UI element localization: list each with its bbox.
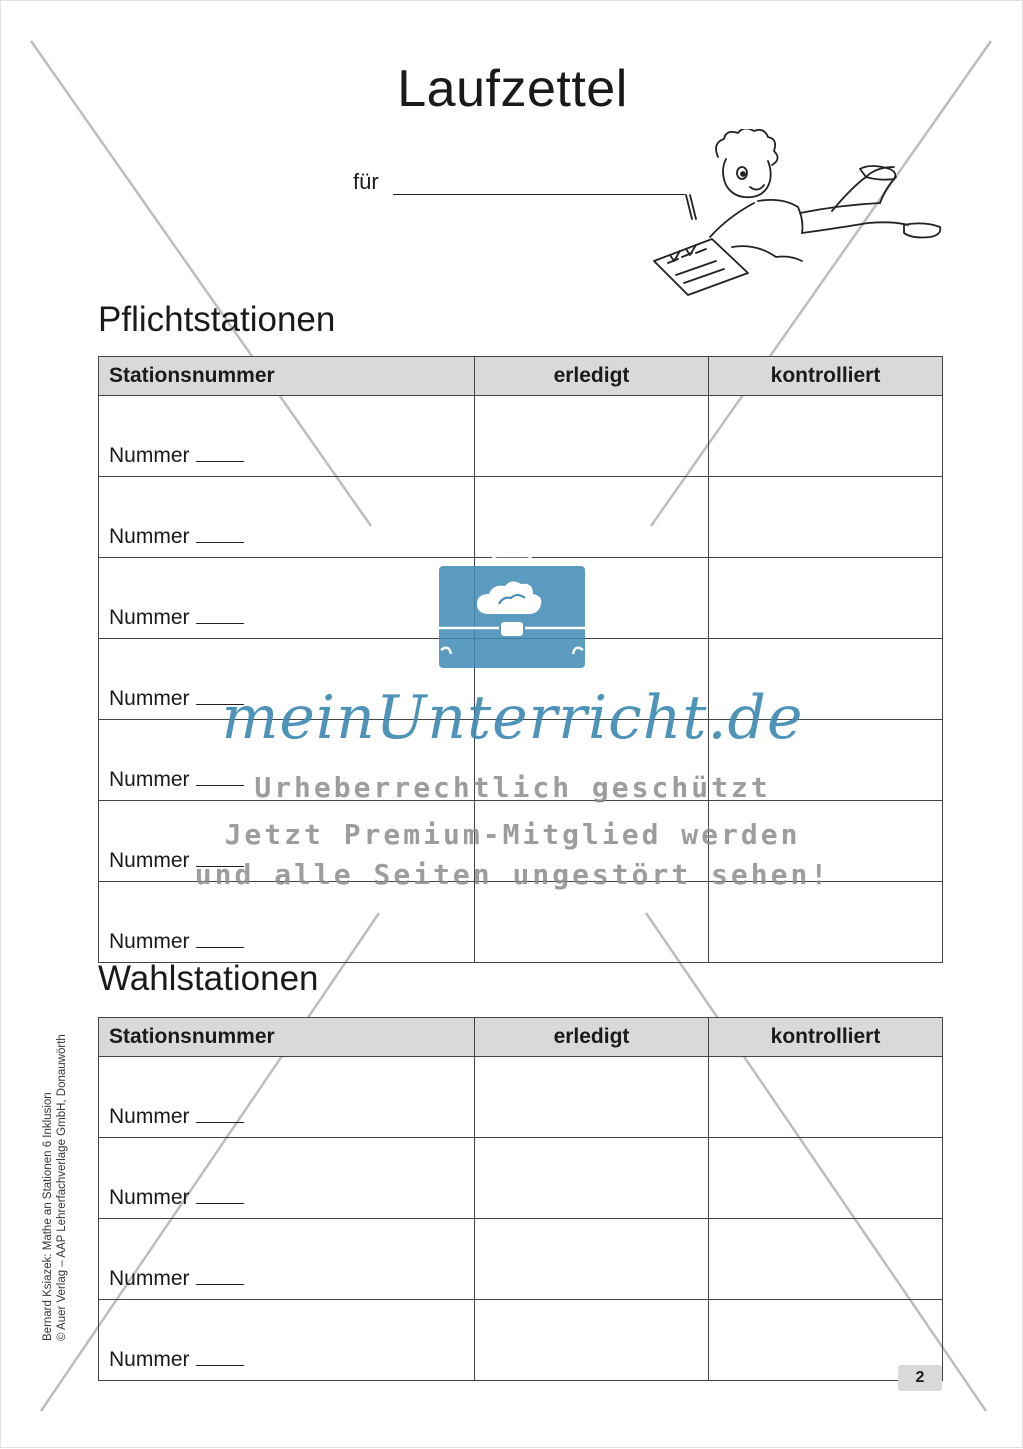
done-cell[interactable] bbox=[475, 639, 709, 720]
optional-heading: Wahlstationen bbox=[98, 959, 319, 998]
name-blank-line[interactable] bbox=[393, 176, 685, 195]
checked-cell[interactable] bbox=[709, 396, 943, 477]
col-checked: kontrolliert bbox=[709, 1018, 943, 1057]
done-cell[interactable] bbox=[475, 801, 709, 882]
station-label: Nummer bbox=[109, 1348, 190, 1371]
done-cell[interactable] bbox=[475, 396, 709, 477]
col-done: erledigt bbox=[475, 1018, 709, 1057]
number-blank[interactable] bbox=[196, 771, 244, 786]
station-label: Nummer bbox=[109, 525, 190, 548]
station-label: Nummer bbox=[109, 687, 190, 710]
table-row bbox=[99, 396, 943, 477]
checked-cell[interactable] bbox=[709, 558, 943, 639]
station-number-cell[interactable] bbox=[99, 1138, 475, 1219]
col-done: erledigt bbox=[475, 357, 709, 396]
number-blank[interactable] bbox=[196, 447, 244, 462]
station-number-cell[interactable] bbox=[99, 720, 475, 801]
table-row bbox=[99, 720, 943, 801]
side-credit-line-2: © Auer Verlag – AAP Lehrerfachverlage GmbH, Donauwörth bbox=[56, 1034, 68, 1341]
side-credit-line-1: Bernard Ksiazek: Mathe an Stationen 6 Inklusion bbox=[42, 1092, 54, 1341]
table-row bbox=[99, 1300, 943, 1381]
station-label: Nummer bbox=[109, 1105, 190, 1128]
number-blank[interactable] bbox=[196, 933, 244, 948]
done-cell[interactable] bbox=[475, 882, 709, 963]
station-label: Nummer bbox=[109, 606, 190, 629]
checked-cell[interactable] bbox=[709, 639, 943, 720]
page-number: 2 bbox=[898, 1365, 942, 1391]
done-cell[interactable] bbox=[475, 1057, 709, 1138]
station-label: Nummer bbox=[109, 444, 190, 467]
station-number-cell[interactable] bbox=[99, 1057, 475, 1138]
checked-cell[interactable] bbox=[709, 801, 943, 882]
station-number-cell[interactable] bbox=[99, 1300, 475, 1381]
station-number-cell[interactable] bbox=[99, 558, 475, 639]
number-blank[interactable] bbox=[196, 1270, 244, 1285]
checked-cell[interactable] bbox=[709, 882, 943, 963]
table-header-row bbox=[99, 357, 943, 396]
done-cell[interactable] bbox=[475, 477, 709, 558]
table-header-row bbox=[99, 1018, 943, 1057]
number-blank[interactable] bbox=[196, 1351, 244, 1366]
number-blank[interactable] bbox=[196, 690, 244, 705]
station-number-cell[interactable] bbox=[99, 1219, 475, 1300]
done-cell[interactable] bbox=[475, 720, 709, 801]
mandatory-stations-table bbox=[98, 356, 943, 963]
watermark-unlock: und alle Seiten ungestört sehen! bbox=[194, 858, 831, 891]
checked-cell[interactable] bbox=[709, 1138, 943, 1219]
col-checked: kontrolliert bbox=[709, 357, 943, 396]
checked-cell[interactable] bbox=[709, 1057, 943, 1138]
col-station-number: Stationsnummer bbox=[99, 357, 475, 396]
done-cell[interactable] bbox=[475, 1300, 709, 1381]
done-cell[interactable] bbox=[475, 1219, 709, 1300]
watermark-premium: Jetzt Premium-Mitglied werden bbox=[224, 818, 801, 851]
station-label: Nummer bbox=[109, 768, 190, 791]
done-cell[interactable] bbox=[475, 1138, 709, 1219]
station-number-cell[interactable] bbox=[99, 882, 475, 963]
page-title: Laufzettel bbox=[397, 60, 628, 118]
number-blank[interactable] bbox=[196, 1108, 244, 1123]
checked-cell[interactable] bbox=[709, 477, 943, 558]
number-blank[interactable] bbox=[196, 528, 244, 543]
optional-stations-table bbox=[98, 1017, 943, 1381]
station-label: Nummer bbox=[109, 930, 190, 953]
table-row bbox=[99, 1219, 943, 1300]
watermark-copyright: Urheberrechtlich geschützt bbox=[254, 771, 771, 804]
station-label: Nummer bbox=[109, 1186, 190, 1209]
done-cell[interactable] bbox=[475, 558, 709, 639]
col-station-number: Stationsnummer bbox=[99, 1018, 475, 1057]
mandatory-heading: Pflichtstationen bbox=[98, 300, 336, 339]
table-row bbox=[99, 558, 943, 639]
side-credit bbox=[41, 1034, 69, 1341]
station-label: Nummer bbox=[109, 849, 190, 872]
name-field bbox=[353, 169, 685, 195]
number-blank[interactable] bbox=[196, 1189, 244, 1204]
station-number-cell[interactable] bbox=[99, 396, 475, 477]
station-number-cell[interactable] bbox=[99, 801, 475, 882]
table-row bbox=[99, 801, 943, 882]
child-filling-checklist-icon bbox=[646, 129, 946, 309]
number-blank[interactable] bbox=[196, 609, 244, 624]
table-row bbox=[99, 477, 943, 558]
watermark-brand: meinUnterricht.de bbox=[221, 683, 804, 753]
checked-cell[interactable] bbox=[709, 1219, 943, 1300]
table-row bbox=[99, 1057, 943, 1138]
for-label: für bbox=[353, 169, 379, 194]
station-label: Nummer bbox=[109, 1267, 190, 1290]
station-number-cell[interactable] bbox=[99, 477, 475, 558]
table-row bbox=[99, 639, 943, 720]
number-blank[interactable] bbox=[196, 852, 244, 867]
table-row bbox=[99, 882, 943, 963]
table-row bbox=[99, 1138, 943, 1219]
station-number-cell[interactable] bbox=[99, 639, 475, 720]
checked-cell[interactable] bbox=[709, 720, 943, 801]
